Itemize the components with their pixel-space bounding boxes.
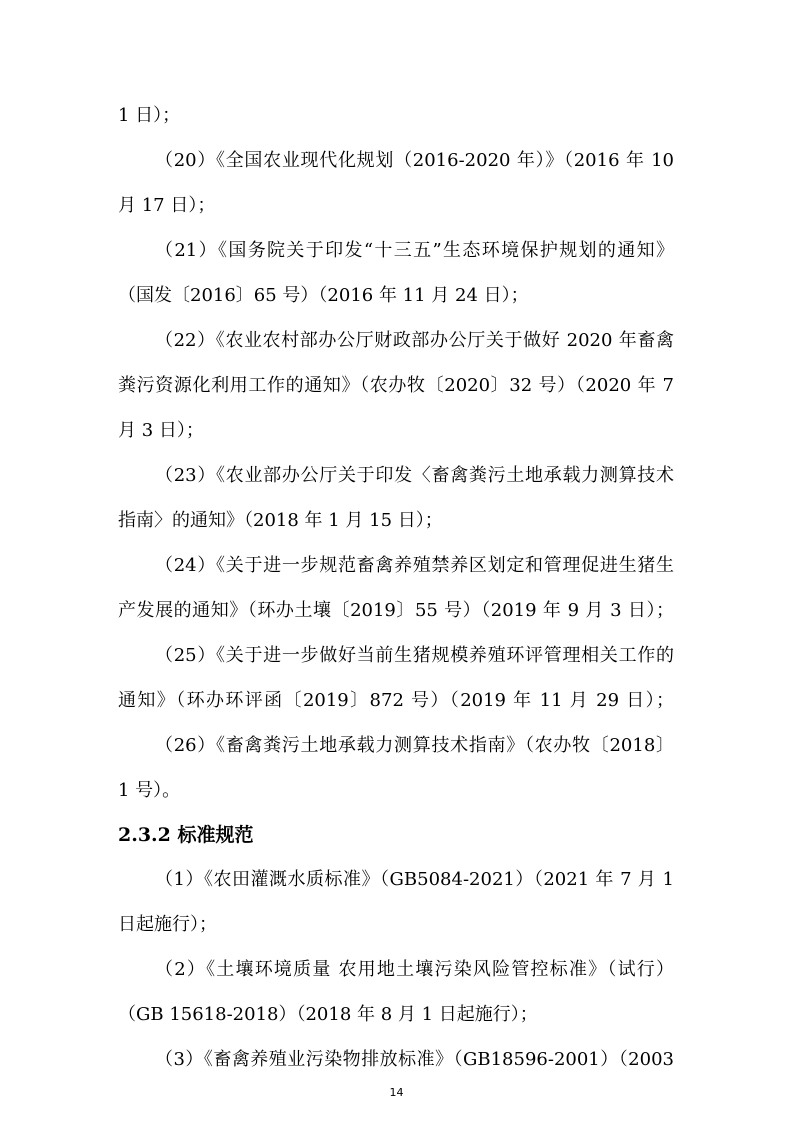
text-line: （24）《关于进一步规范畜禽养殖禁养区划定和管理促进生猪生 [155,555,674,576]
text-line: 月 17 日）； [118,195,216,216]
text-line: （26）《畜禽粪污土地承载力测算技术指南》（农办牧〔2018〕 [155,735,674,756]
page-number: 14 [389,1086,404,1099]
text-line: 产发展的通知》（环办土壤〔2019〕55 号）（2019 年 9 月 3 日）； [118,600,674,621]
text-line: 粪污资源化利用工作的通知》（农办牧〔2020〕32 号）（2020 年 7 [118,375,674,396]
text-line: （23）《农业部办公厅关于印发〈畜禽粪污土地承载力测算技术 [155,465,674,486]
text-line: （2）《土壤环境质量 农用地土壤污染风险管控标准》（试行） [155,959,674,980]
text-line: （21）《国务院关于印发“十三五”生态环境保护规划的通知》 [155,240,674,261]
text-line: （3）《畜禽养殖业污染物排放标准》（GB18596-2001）（2003 [155,1049,674,1070]
text-line: 指南〉的通知》（2018 年 1 月 15 日）； [118,510,443,531]
text-line: 月 3 日）； [118,420,204,441]
text-line: （22）《农业农村部办公厅财政部办公厅关于做好 2020 年畜禽 [155,330,674,351]
text-line: 日起施行）； [118,914,217,935]
text-line: 1 日）； [118,105,181,126]
text-line: （GB 15618-2018）（2018 年 8 月 1 日起施行）； [118,1004,538,1025]
text-line: 通知》（环办环评函〔2019〕872 号）（2019 年 11 月 29 日）； [118,690,674,711]
text-line: （1）《农田灌溉水质标准》（GB5084-2021）（2021 年 7 月 1 [155,869,674,890]
text-line: （25）《关于进一步做好当前生猪规模养殖环评管理相关工作的 [155,645,674,666]
section-heading: 2.3.2 标准规范 [118,824,254,846]
text-line: （国发〔2016〕65 号）（2016 年 11 月 24 日）； [118,285,529,306]
text-line: （20）《全国农业现代化规划（2016-2020 年）》（2016 年 10 [155,150,674,171]
text-line: 1 号）。 [118,780,181,801]
